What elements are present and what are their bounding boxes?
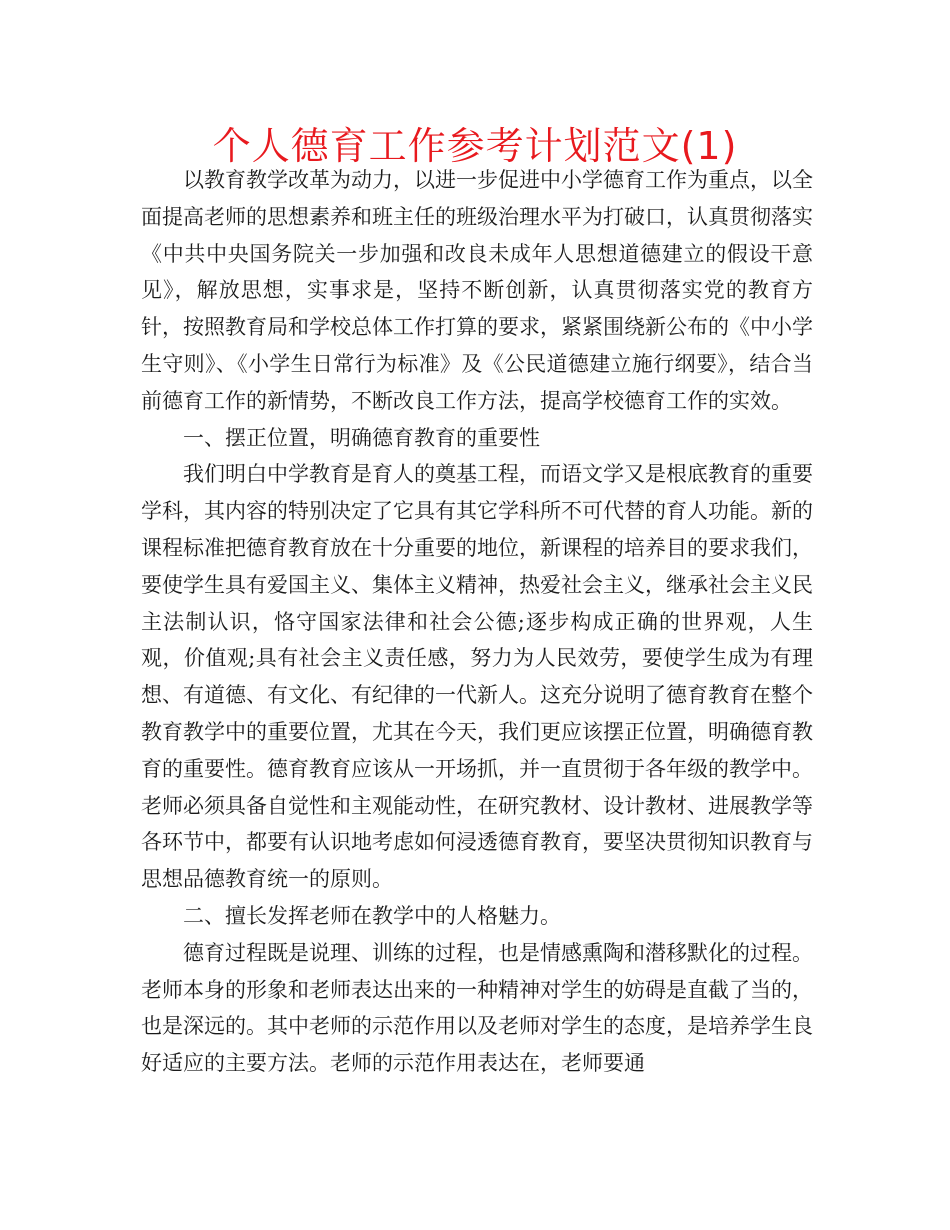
paragraph-section-2: 德育过程既是说理、训练的过程，也是情感熏陶和潜移默化的过程。老师本身的形象和老师表达出来的一种精神对学生的妨碍是直截了当的，也是深远的。其中老师的示范作用以及老师对学生的态度，是培养学生良好适应的主要方法。老师的示范作用表达在，老师要通 (141, 940, 813, 1076)
document-body (141, 162, 813, 1082)
section-heading-2: 二、擅长发挥老师在教学中的人格魅力。 (183, 903, 561, 928)
paragraph-section-1: 我们明白中学教育是育人的奠基工程，而语文学又是根底教育的重要学科，其内容的特别决定了它具有其它学科所不可代替的育人功能。新的课程标准把德育教育放在十分重要的地位，新课程的培养目的要求我们，要使学生具有爱国主义、集体主义精神，热爱社会主义，继承社会主义民主法制认识，恪守国家法律和社会公德;逐步构成正确的世界观，人生观，价值观;具有社会主义责任感，努力为人民效劳，要使学生成为有理想、有道德、有文化、有纪律的一代新人。这充分说明了德育教育在整个教育教学中的重要位置，尤其在今天，我们更应该摆正位置，明确德育教育的重要性。德育教育应该从一开场抓，并一直贯彻于各年级的教学中。老师必须具备自觉性和主观能动性，在研究教材、设计教材、进展教学等各环节中，都要有认识地考虑如何浸透德育教育，要坚决贯彻知识教育与思想品德教育统一的原则。 (141, 462, 813, 892)
document-title: 个人德育工作参考计划范文(1) (212, 124, 738, 168)
section-heading-1: 一、摆正位置，明确德育教育的重要性 (183, 425, 540, 450)
paragraph-intro: 以教育教学改革为动力，以进一步促进中小学德育工作为重点，以全面提高老师的思想素养和班主任的班级治理水平为打破口，认真贯彻落实《中共中央国务院关一步加强和改良未成年人思想道德建立的假设干意见》，解放思想，实事求是，坚持不断创新，认真贯彻落实党的教育方针，按照教育局和学校总体工作打算的要求，紧紧围绕新公布的《中小学生守则》、《小学生日常行为标准》及《公民道德建立施行纲要》，结合当前德育工作的新情势，不断改良工作方法，提高学校德育工作的实效。 (141, 168, 813, 413)
